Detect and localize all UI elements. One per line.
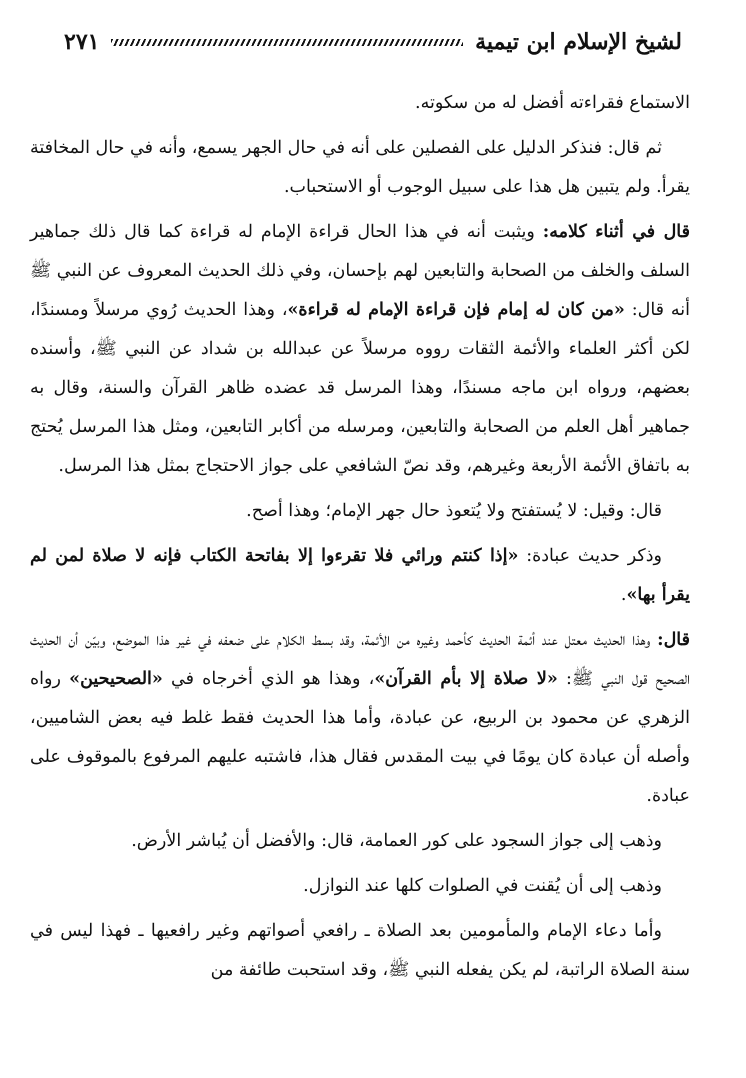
paragraph-4: قال: وقيل: لا يُستفتح ولا يُتعوذ حال جهر الإمام؛ وهذا أصح. xyxy=(246,501,662,521)
paragraph-lead: قال: xyxy=(657,630,690,650)
paragraph-text: . xyxy=(620,585,627,605)
page-header xyxy=(64,22,682,62)
paragraph-5 xyxy=(30,537,690,615)
paragraph-text: ، وهذا الحديث رُوي مرسلاً ومسندًا، لكن أكثر العلماء والأئمة الثقات رووه مرسلاً عن عبدالله بن شداد عن النبي ﷺ، وأسنده بعضهم، ورواه ابن ماجه مسندًا، وهذا المرسل قد عضده ظاهر القرآن والسنة، وقال به جماهير أهل العلم من الصحابة والتابعين، ومرسله من أكابر التابعين، ومثل هذا المرسل يُحتج به باتفاق الأئمة الأربعة وغيرهم، وقد نصّ الشافعي على جواز الاحتجاج بمثل هذا المرسل. xyxy=(30,300,690,476)
running-title: لشيخ الإسلام ابن تيمية xyxy=(475,29,682,55)
paragraph-9: وأما دعاء الإمام والمأمومين بعد الصلاة ـ رافعي أصواتهم وغير رافعيها ـ فهذا ليس في سنة الصلاة الراتبة، لم يكن يفعله النبي ﷺ، وقد استحبت طائفة من xyxy=(30,921,690,980)
paragraph-7: وذهب إلى جواز السجود على كور العمامة، قال: والأفضل أن يُباشر الأرض. xyxy=(131,831,662,851)
book-title: «الصحيحين» xyxy=(69,669,163,689)
paragraph-1: الاستماع فقراءته أفضل له من سكوته. xyxy=(415,93,690,113)
page-body xyxy=(30,84,690,996)
hadith-quote: «إذا كنتم ورائي فلا تقرءوا إلا بفاتحة الكتاب فإنه لا صلاة لمن لم يقرأ بها» xyxy=(30,546,690,605)
paragraph-text: ويثبت أنه في هذا الحال قراءة الإمام له قراءة كما قال ذلك جماهير السلف والخلف من الصحابة والتابعين لهم بإحسان، وفي ذلك الحديث المعروف عن النبي ﷺ أنه قال: xyxy=(30,222,690,320)
paragraph-lead: قال في أثناء كلامه: xyxy=(542,222,690,242)
hadith-quote: «لا صلاة إلا بأم القرآن» xyxy=(374,669,558,689)
paragraph-6 xyxy=(30,621,690,816)
header-rule xyxy=(111,39,463,46)
paragraph-text: وهذا الحديث معتل عند أئمة الحديث كأحمد وغيره من الأئمة، وقد بسط الكلام على ضعفه في غير هذا الموضع، وبيّن أن الحديث الصحيح قول النبي ﷺ: xyxy=(30,630,690,689)
paragraph-text: ، وهذا هو الذي أخرجاه في xyxy=(162,669,375,689)
paragraph-text: وذكر حديث عبادة: xyxy=(518,546,662,566)
paragraph-8: وذهب إلى أن يُقنت في الصلوات كلها عند النوازل. xyxy=(303,876,662,896)
hadith-quote: «من كان له إمام فإن قراءة الإمام له قراءة» xyxy=(287,300,625,320)
paragraph-text: رواه الزهري عن محمود بن الربيع، عن عبادة، وأما هذا الحديث فقط غلط فيه بعض الشاميين، وأصله أن عبادة كان يومًا في بيت المقدس فقال هذا، فاشتبه عليهم المرفوع بالموقوف على عبادة. xyxy=(30,669,690,806)
page-number: ٢٧١ xyxy=(64,29,100,55)
paragraph-2: ثم قال: فنذكر الدليل على الفصلين على أنه في حال الجهر يسمع، وأنه في حال المخافتة يقرأ. ولم يتبين هل هذا على سبيل الوجوب أو الاستحباب. xyxy=(30,138,690,197)
paragraph-3 xyxy=(30,213,690,486)
